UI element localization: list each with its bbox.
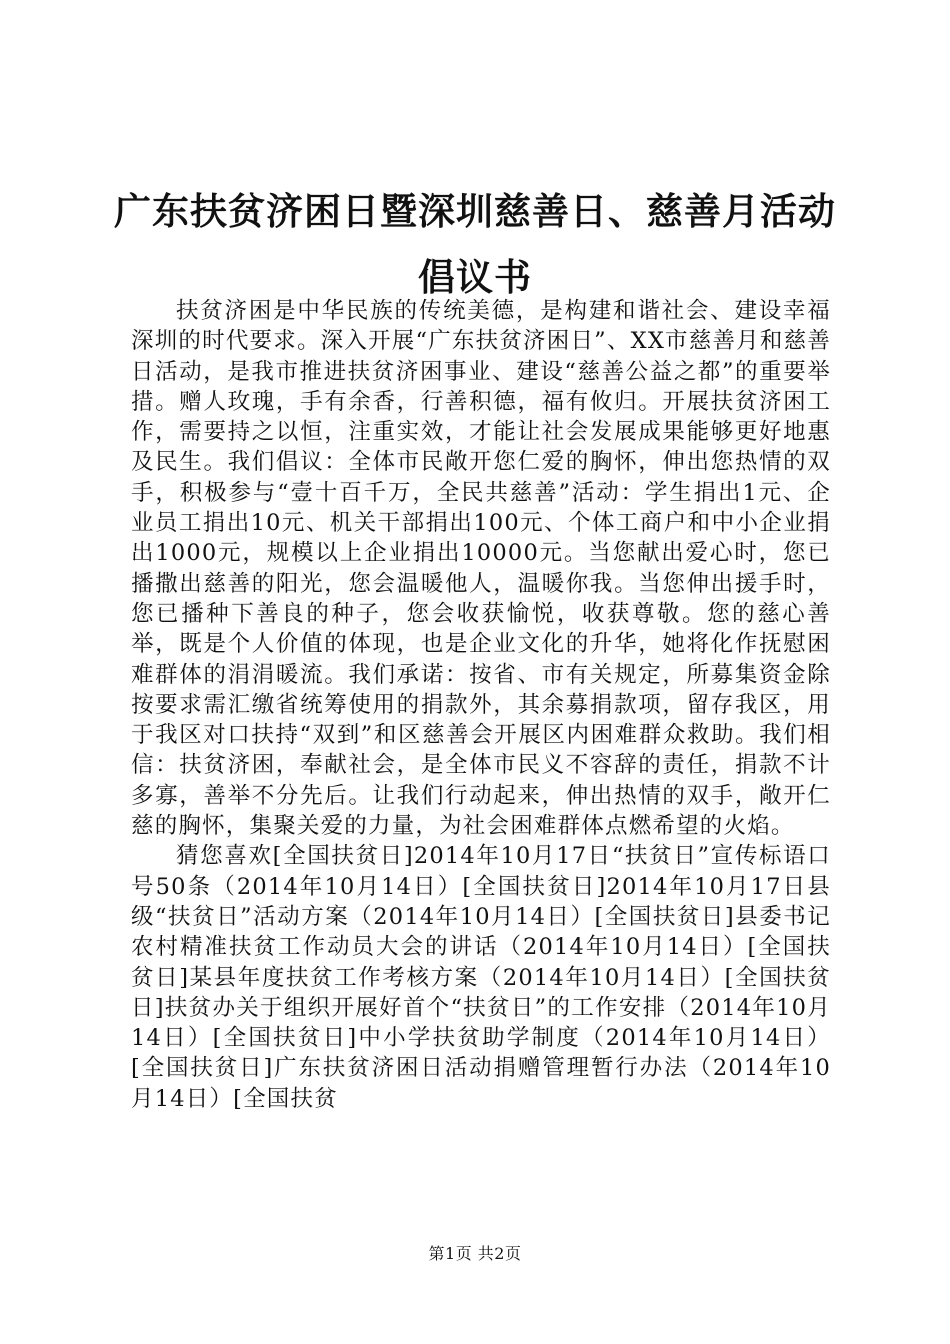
document-title: 广东扶贫济困日暨深圳慈善日、慈善月活动倡议书 <box>114 189 836 299</box>
paragraph-related-links: 猜您喜欢[全国扶贫日]2014年10月17日“扶贫日”宣传标语口号50条（2014年10月14日）[全国扶贫日]2014年10月17日县级“扶贫日”活动方案（2014年10月14日）[全国扶贫日]县委书记农村精准扶贫工作动员大会的讲话（2014年10月14日）[全国扶贫日]某县年度扶贫工作考核方案（2014年10月14日）[全国扶贫日]扶贫办关于组织开展好首个“扶贫日”的工作安排（2014年10月14日）[全国扶贫日]中小学扶贫助学制度（2014年10月14日）[全国扶贫日]广东扶贫济困日活动捐赠管理暂行办法（2014年10月14日）[全国扶贫 <box>131 843 831 1112</box>
document-body <box>131 296 831 1114</box>
paragraph-proposal: 扶贫济困是中华民族的传统美德，是构建和谐社会、建设幸福深圳的时代要求。深入开展“广东扶贫济困日”、XX市慈善月和慈善日活动，是我市推进扶贫济困事业、建设“慈善公益之都”的重要举措。赠人玫瑰，手有余香，行善积德，福有攸归。开展扶贫济困工作，需要持之以恒，注重实效，才能让社会发展成果能够更好地惠及民生。我们倡议：全体市民敞开您仁爱的胸怀，伸出您热情的双手，积极参与“壹十百千万，全民共慈善”活动：学生捐出1元、企业员工捐出10元、机关干部捐出100元、个体工商户和中小企业捐出1000元，规模以上企业捐出10000元。当您献出爱心时，您已播撒出慈善的阳光，您会温暖他人，温暖你我。当您伸出援手时，您已播种下善良的种子，您会收获愉悦，收获尊敬。您的慈心善举，既是个人价值的体现，也是企业文化的升华，她将化作抚慰困难群体的涓涓暖流。我们承诺：按省、市有关规定，所募集资金除按要求需汇缴省统筹使用的捐款外，其余募捐款项，留存我区，用于我区对口扶持“双到”和区慈善会开展区内困难群众救助。我们相信：扶贫济困，奉献社会，是全体市民义不容辞的责任，捐款不计多寡，善举不分先后。让我们行动起来，伸出热情的双手，敞开仁慈的胸怀，集聚关爱的力量，为社会困难群体点燃希望的火焰。 <box>131 298 831 840</box>
page-footer: 第1页 共2页 <box>428 1244 522 1263</box>
